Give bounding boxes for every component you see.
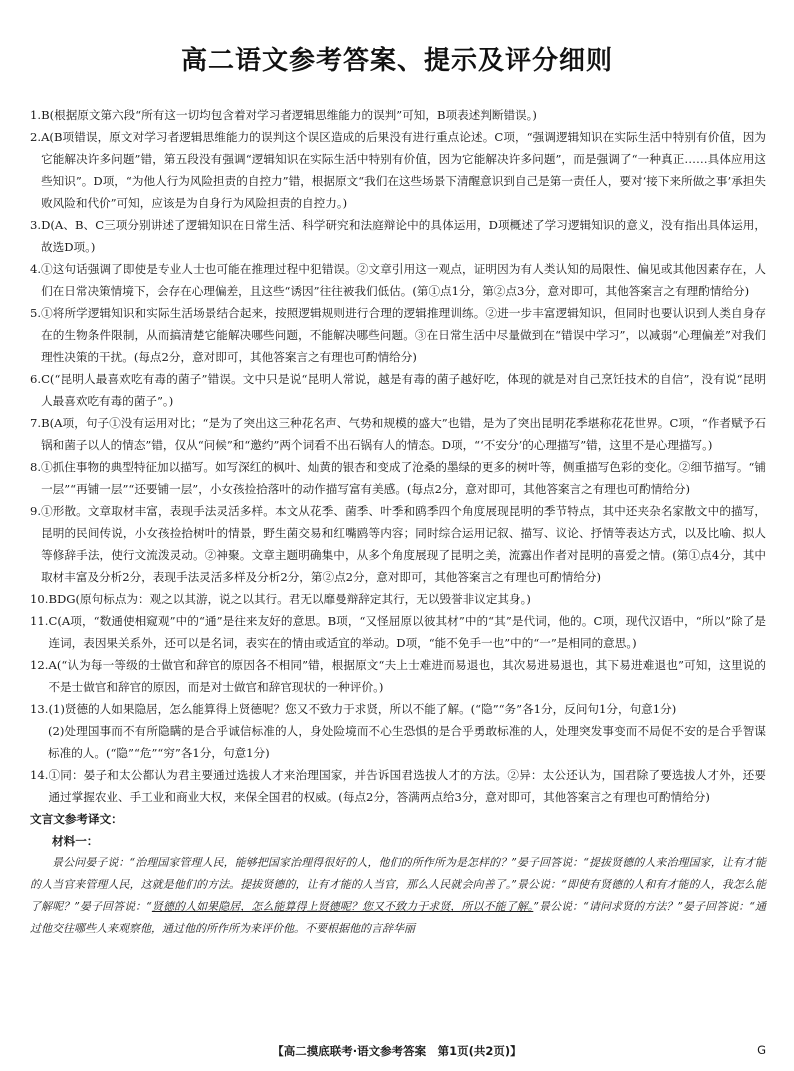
item-number: 14. (30, 768, 49, 782)
item-text: ①将所学逻辑知识和实际生活场景结合起来，按照逻辑规则进行合理的逻辑推理训练。②进一步丰富逻辑知识，但同时也要认识到人类自身存在的生物条件限制，从而搞清楚它能解决哪些问题，不能解决哪些问题。③在日常生活中尽量做到在“错误中学习”，以减弱“心理偏差”对我们理性决策的干扰。(每点2分，意对即可，其他答案言之有理也可酌情给分) (41, 306, 766, 364)
item-number: 6. (30, 372, 42, 386)
corner-mark: G (757, 1043, 766, 1057)
answer-item-10 (30, 588, 766, 610)
item-number: 5. (30, 306, 42, 320)
answer-item-4 (30, 258, 766, 302)
item-number: 2. (30, 130, 42, 144)
item-number: 8. (30, 460, 42, 474)
answer-item-13 (30, 698, 766, 720)
translation-text-part-2: ”景公说：“请问求贤的方法？”晏子回答说：“通过他交往哪些人来观察他，通过他的所作所为来评价他。不要根据他的言辞华丽 (30, 900, 767, 935)
answer-item-13-part-2: (2)处理国事而不有所隐瞒的是合乎诚信标准的人，身处险境而不心生恐惧的是合乎勇敢标准的人，处理突发事变而不局促不安的是合乎智谋标准的人。(“隐”“危”“穷”各1分，句意1分) (48, 724, 766, 760)
item-text: B(根据原文第六段“所有这一切均包含着对学习者逻辑思维能力的误判”可知，B项表述判断错误。) (41, 108, 537, 122)
item-text: ①形散。文章取材丰富，表现手法灵活多样。本文从花季、菌季、叶季和鸥季四个角度展现昆明的季节特点，其中还夹杂名家散文中的描写，昆明的民间传说，小女孩捡拾树叶的情景，野生菌交易和红嘴鸥等内容；同时综合运用记叙、描写、议论、抒情等表达方式，以及比喻、拟人等修辞手法，使行文流泼灵动。②神聚。文章主题明确集中，从多个角度展现了昆明之美，流露出作者对昆明的喜爱之情。(第①点4分，其中取材丰富及分析2分，表现手法灵活多样及分析2分，第②点2分，意对即可，其他答案言之有理也可酌情给分) (41, 504, 766, 584)
translation-paragraph (30, 852, 766, 940)
item-text: ①同：晏子和太公都认为君主要通过选拔人才来治理国家，并告诉国君选拔人才的方法。②异：太公还认为，国君除了要选拔人才外，还要通过掌握农业、手工业和商业大权，来保全国君的权威。(每点2分，答满两点给3分，意对即可，其他答案言之有理也可酌情给分) (48, 768, 766, 804)
item-text: D(A、B、C三项分别讲述了逻辑知识在日常生活、科学研究和法庭辩论中的具体运用，D项概述了学习逻辑知识的意义，没有指出具体运用，故选D项。) (41, 218, 766, 254)
answer-item-6 (30, 368, 766, 412)
item-number: 1. (30, 108, 42, 122)
item-text: (1)贤德的人如果隐居，怎么能算得上贤德呢？您又不致力于求贤，所以不能了解。(“隐”“务”各1分，反问句1分，句意1分) (48, 702, 677, 716)
answer-item-11 (30, 610, 766, 654)
item-text: BDG(原句标点为：观之以其游，说之以其行。君无以靡曼辩辞定其行，无以毁誉非议定其身。) (48, 592, 531, 606)
item-number: 13. (30, 702, 49, 716)
material-one-heading: 材料一： (52, 834, 99, 848)
answer-item-9 (30, 500, 766, 588)
translation-text-part-1: 景公问晏子说：“治理国家管理人民，能够把国家治理得很好的人，他们的所作所为是怎样的？”晏子回答说：“提拔贤德的人来治理国家，让有才能的人当官来管理人民，这就是他们的方法。提拔贤德的，让有才能的人当官，那么人民就会向善了。”景公说：“即使有贤德的人和有才能的人，我怎么能了解呢？”晏子回答说：“ (30, 856, 766, 913)
answer-item-7 (30, 412, 766, 456)
item-number: 10. (30, 592, 49, 606)
item-text: A(B项错误，原文对学习者逻辑思维能力的误判这个误区造成的后果没有进行重点论述。C项，“强调逻辑知识在实际生活中特别有价值，因为它能解决许多问题”错，第五段没有强调“逻辑知识在实际生活中特别有价值，因为它能解决许多问题”，而是强调了“一种真正……具体应用这些知识”。D项，“为他人行为风险担责的自控力”错，根据原文“我们在这些场景下清醒意识到自己是第一责任人，要对‘接下来所做之事’承担失败风险和代价”可知，应该是为自身行为风险担责的自控力。) (41, 130, 766, 210)
answer-item-8 (30, 456, 766, 500)
item-text: B(A项，句子①没有运用对比；“是为了突出这三种花名声、气势和规模的盛大”也错，是为了突出昆明花季堪称花花世界。C项，“作者赋予石锅和菌子以人的情态”错，仅从“问候”和“邀约”两个词看不出石锅有人的情态。D项，“‘不安分’的心理描写”错，这里不是心理描写。) (41, 416, 766, 452)
answer-item-12 (30, 654, 766, 698)
item-text: ①这句话强调了即使是专业人士也可能在推理过程中犯错误。②文章引用这一观点，证明因为有人类认知的局限性、偏见或其他因素存在，人们在日常决策情境下，会存在心理偏差，且这些“诱因”往往被我们低估。(第①点1分，第②点3分，意对即可，其他答案言之有理酌情给分) (41, 262, 766, 298)
translation-underlined-text: 贤德的人如果隐居，怎么能算得上贤德呢？您又不致力于求贤，所以不能了解。 (151, 900, 534, 913)
item-text: ①抓住事物的典型特征加以描写。如写深红的枫叶、灿黄的银杏和变成了沧桑的墨绿的更多的树叶等，侧重描写色彩的变化。②细节描写。“铺一层”“再铺一层”“还要铺一层”，小女孩捡拾落叶的动作描写富有美感。(每点2分，意对即可，其他答案言之有理也可酌情给分) (41, 460, 766, 496)
item-number: 11. (30, 614, 49, 628)
answer-item-2 (30, 126, 766, 214)
answer-list (30, 104, 766, 940)
answer-item-5 (30, 302, 766, 368)
item-text: C(A项，“数通使相窥观”中的“通”是往来友好的意思。B项，“又怪屈原以彼其材”中的“其”是代词，他的。C项，现代汉语中，“所以”除了是连词，表因果关系外，还可以是名词，表实在的情由或适宜的举动。D项，“能不免手一也”中的“一”是相同的意思。) (48, 614, 766, 650)
item-text: C(“昆明人最喜欢吃有毒的菌子”错误。文中只是说“昆明人常说，越是有毒的菌子越好吃，体现的就是对自己烹饪技术的自信”，没有说“昆明人最喜欢吃有毒的菌子”。) (41, 372, 766, 408)
page-footer: 【高二摸底联考·语文参考答案 第1页(共2页)】 (272, 1044, 522, 1058)
item-number: 9. (30, 504, 42, 518)
item-number: 3. (30, 218, 42, 232)
item-number: 7. (30, 416, 42, 430)
page-title: 高二语文参考答案、提示及评分细则 (180, 46, 613, 76)
answer-item-14 (30, 764, 766, 808)
translation-section-heading: 文言文参考译文： (30, 812, 123, 826)
item-number: 12. (30, 658, 49, 672)
item-text: A(“认为每一等级的士做官和辞官的原因各不相同”错，根据原文“夫上士难进而易退也，其次易进易退也，其下易进难退也”可知，这里说的不是士做官和辞官的原因，而是对士做官和辞官现状的一种评价。) (48, 658, 766, 694)
answer-item-3 (30, 214, 766, 258)
answer-item-1 (30, 104, 766, 126)
item-number: 4. (30, 262, 42, 276)
